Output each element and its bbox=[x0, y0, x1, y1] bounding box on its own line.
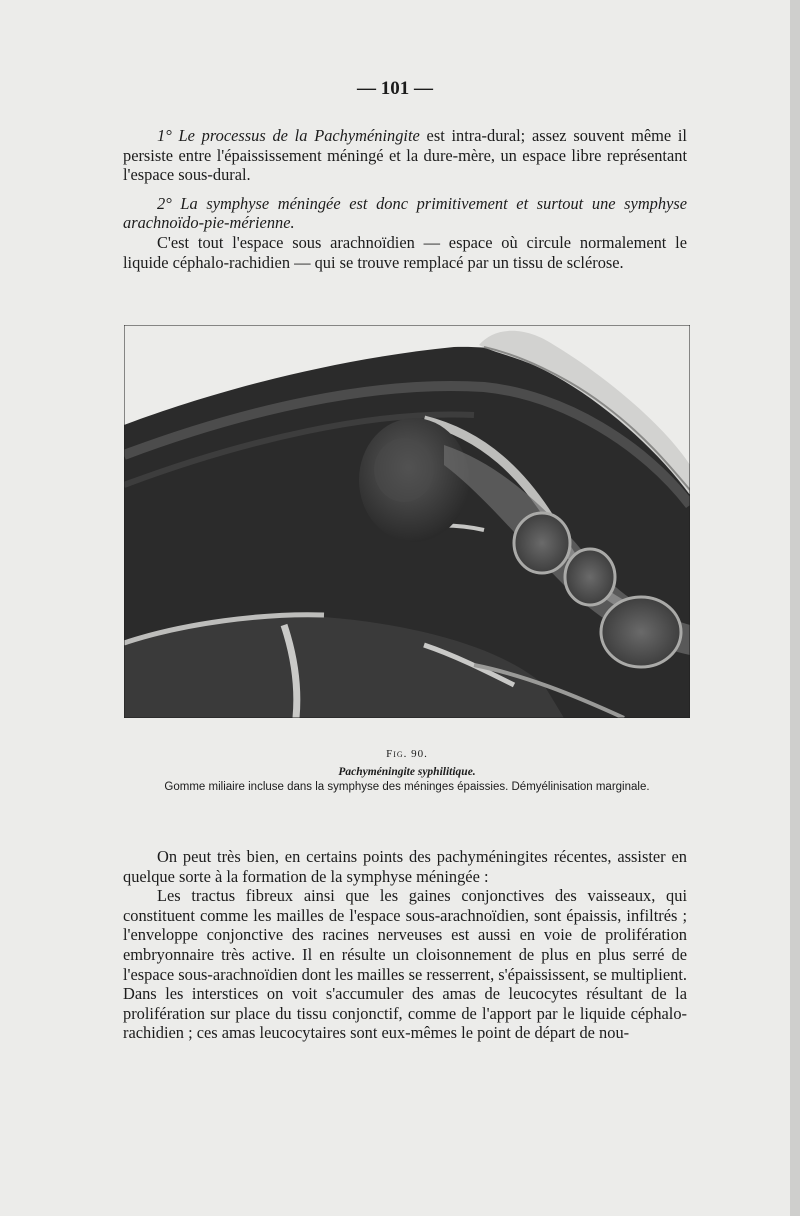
paragraph-1-lead: 1° Le processus de la Pachyméningite bbox=[157, 126, 420, 145]
figure-label: Fig. 90. bbox=[386, 748, 428, 760]
paragraph-3: C'est tout l'espace sous arachnoïdien — espace où circule normalement le liquide céphalo-rachidien — qui se trouve remplacé par un tissu de sclérose. bbox=[123, 232, 687, 272]
figure-title: Pachyméningite syphilitique. bbox=[338, 766, 476, 778]
paragraph-1 bbox=[123, 126, 687, 185]
paragraph-4: On peut très bien, en certains points des pachyméningites récentes, assister en quelque sorte à la formation de la symphyse méningée : bbox=[123, 847, 687, 886]
top-text-block bbox=[123, 126, 687, 272]
micrograph-image bbox=[124, 325, 690, 718]
page-number: — 101 — bbox=[357, 78, 433, 99]
paragraph-2: 2° La symphyse méningée est donc primitivement et surtout une symphyse arachnoïdo-pie-mérienne. bbox=[123, 193, 687, 233]
micrograph-figure bbox=[124, 325, 690, 718]
bottom-text-block bbox=[123, 847, 687, 1043]
paragraph-1-rest: est intra-dural; assez souvent même il persiste entre l'épaississement méningé et la dure-mère, un espace libre représentant l'espace sous-dural. bbox=[123, 126, 687, 185]
paragraph-5: Les tractus fibreux ainsi que les gaines conjonctives des vaisseaux, qui constituent comme les mailles de l'espace sous-arachnoïdien, sont épaissis, infiltrés ; l'enveloppe conjonctive des racines nerveuses est aussi en voie de prolifération embryonnaire très active. Il en résulte un cloisonnement de plus en plus serré de l'espace sous-arachnoïdien dont les mailles se resserrent, s'épaississent, se multiplient. Dans les interstices on voit s'accumuler des amas de leucocytes résultant de la prolifération sur place du tissu conjonctif, comme de l'apport par le liquide céphalo-rachidien ; ces amas leucocytaires sont eux-mêmes le point de départ de nou- bbox=[123, 886, 687, 1043]
figure-description: Gomme miliaire incluse dans la symphyse des méninges épaissies. Démyélinisation marginale. bbox=[164, 781, 650, 793]
